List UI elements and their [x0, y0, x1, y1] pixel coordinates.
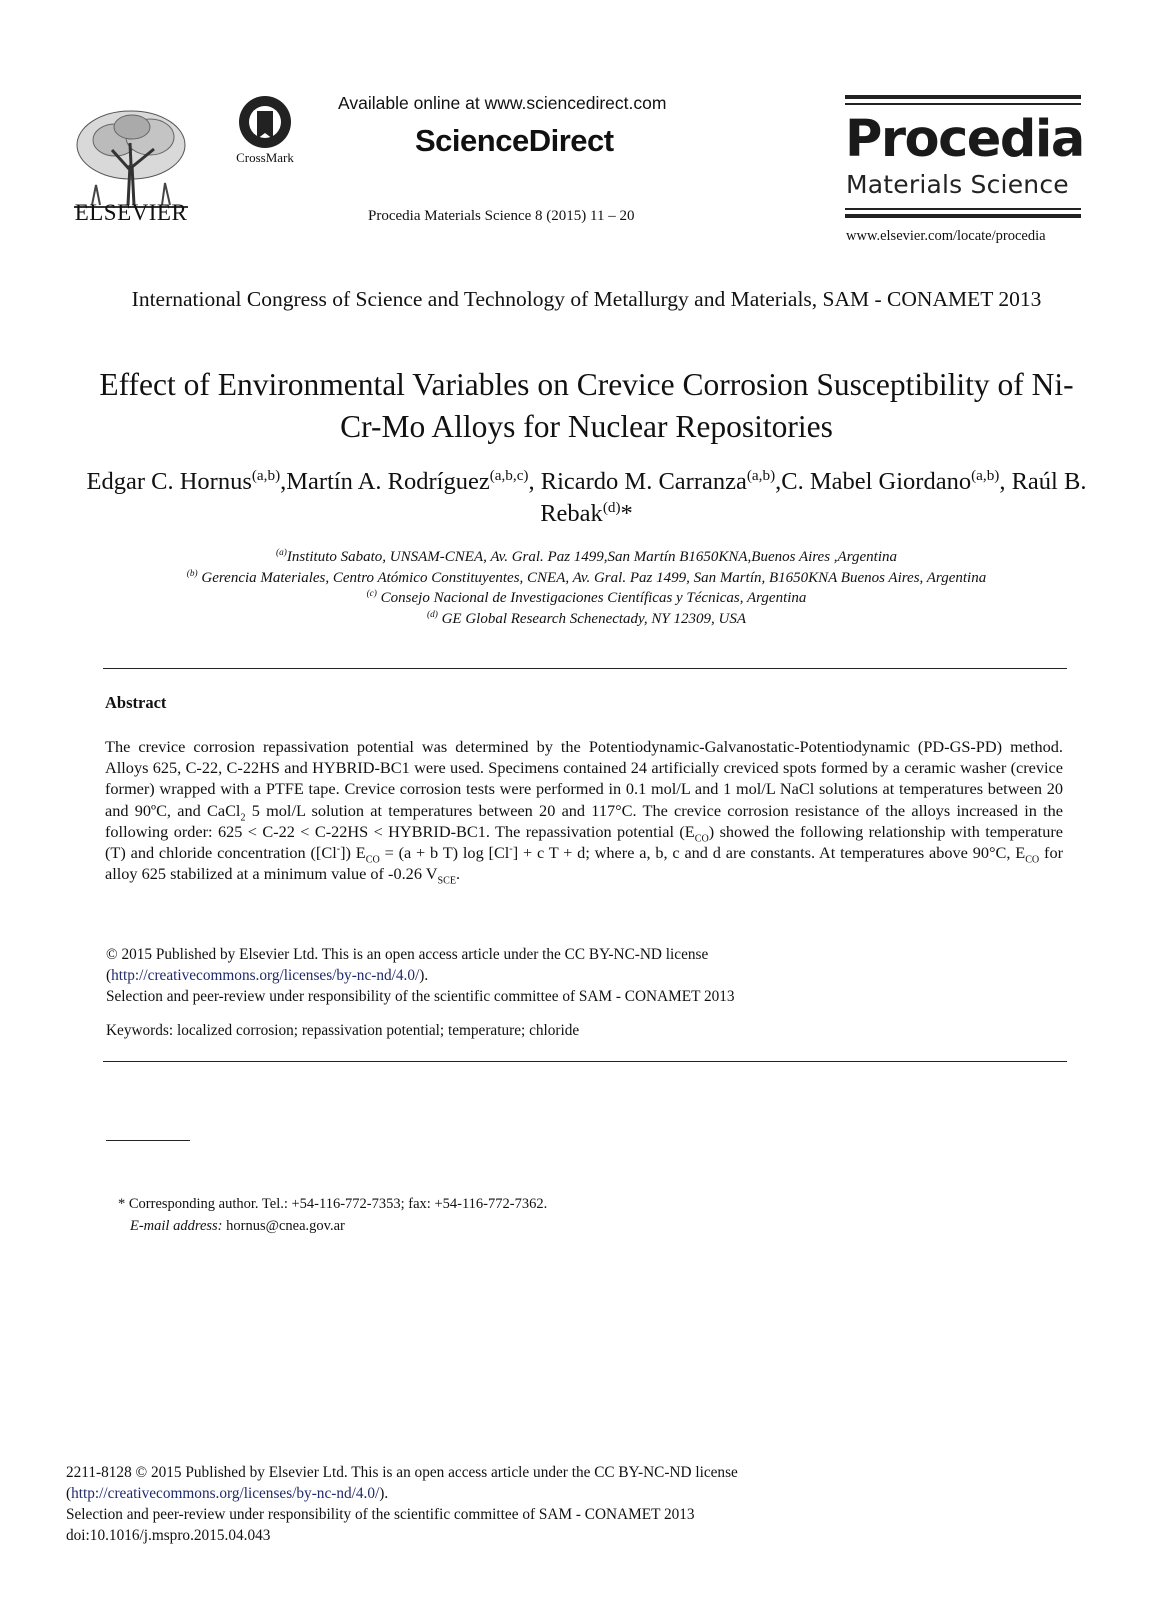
author-list — [80, 466, 1093, 530]
abstract-body — [105, 736, 1064, 887]
email-label: E-mail address: — [130, 1217, 223, 1234]
peer-review-line: Selection and peer-review under responsibility of the scientific committee of SAM - CONAMET 2013 — [66, 1506, 695, 1523]
author-affiliation-mark: (a,b,c) — [489, 466, 529, 484]
affiliation-text: Instituto Sabato, UNSAM-CNEA, Av. Gral. Paz 1499,San Martín B1650KNA,Buenos Aires ,Argentina — [286, 549, 897, 565]
divider-bottom — [103, 1061, 1067, 1062]
procedia-bottom-rule — [845, 214, 1081, 218]
journal-citation: Procedia Materials Science 8 (2015) 11 – 20 — [368, 208, 635, 224]
author-separator: , — [999, 468, 1012, 495]
procedia-top-rule-thin — [845, 103, 1081, 105]
footnote — [118, 1194, 547, 1237]
procedia-top-rule — [845, 95, 1081, 99]
paren: ( — [106, 967, 112, 984]
affiliation-text: Consejo Nacional de Investigaciones Científicas y Técnicas, Argentina — [376, 590, 807, 606]
author-separator: , — [280, 468, 287, 495]
publication-info — [66, 1462, 738, 1546]
license-link[interactable]: http://creativecommons.org/licenses/by-nc-nd/4.0/ — [111, 967, 420, 984]
publisher-name: ELSEVIER — [74, 200, 188, 225]
abstract-text: ) showed the following relationship with temperature (T) and chloride concentration ([Cl — [105, 821, 1063, 863]
author-name: Raúl B. Rebak — [540, 468, 1087, 527]
affiliation-mark: (b) — [186, 568, 198, 579]
abstract-text: The crevice corrosion repassivation potential was determined by the Potentiodynamic-Galvanostatic-Potentiodynamic (PD-GS-PD) method. Alloys 625, C-22, C-22HS and HYBRID-BC1 were used. Specimens contained 24 artificially creviced spots formed by a ceramic washer (crevice former) wrapped with a PTFE tape. Crevice corrosion tests were performed in 0.1 mol/L and 1 mol/L NaCl solutions at temperatures between 20 and 90ºC, and CaCl — [105, 737, 1063, 820]
email-address[interactable]: hornus@cnea.gov.ar — [222, 1217, 345, 1234]
license-url-line — [66, 1483, 738, 1504]
superscript: - — [336, 843, 341, 855]
issn-license-line: 2211-8128 © 2015 Published by Elsevier Ltd. This is an open access article under the CC BY-NC-ND license — [66, 1464, 738, 1481]
paren: ). — [379, 1485, 389, 1502]
license-link[interactable]: http://creativecommons.org/licenses/by-nc-nd/4.0/ — [71, 1485, 380, 1502]
license-line: © 2015 Published by Elsevier Ltd. This is an open access article under the CC BY-NC-ND license — [106, 946, 709, 963]
email-line — [118, 1216, 547, 1238]
subscript: CO — [694, 833, 709, 845]
abstract-heading: Abstract — [105, 693, 167, 712]
corresponding-author-mark: * — [620, 500, 633, 527]
affiliation-item — [80, 547, 1093, 568]
footnote-rule — [106, 1140, 190, 1141]
author-affiliation-mark: (a,b) — [746, 466, 776, 484]
affiliation-text: GE Global Research Schenectady, NY 12309, USA — [437, 610, 746, 627]
corresponding-author-note: * Corresponding author. Tel.: +54-116-772-7353; fax: +54-116-772-7362. — [118, 1196, 548, 1212]
subscript: 2 — [240, 811, 246, 823]
abstract-text: ] + c T + d; where a, b, c and d are constants. At temperatures above 90°C, E — [512, 843, 1026, 863]
abstract-text: . — [456, 864, 461, 884]
affiliation-mark: (a) — [276, 548, 287, 558]
affiliation-text: Gerencia Materiales, Centro Atómico Constituyentes, CNEA, Av. Gral. Paz 1499, San Martín, B1650KNA Buenos Aires, Argentina — [197, 569, 987, 586]
abstract-text: ]) E — [340, 843, 366, 863]
abstract-text: for alloy 625 stabilized at a minimum value of -0.26 V — [105, 843, 1064, 884]
author-affiliation-mark: (d) — [602, 498, 621, 516]
author-affiliation-mark: (a,b) — [251, 466, 281, 484]
author-separator: , — [528, 468, 541, 495]
subscript: CO — [1025, 854, 1040, 866]
journal-url[interactable]: www.elsevier.com/locate/procedia — [846, 228, 1046, 244]
affiliation-mark: (d) — [427, 609, 438, 620]
crossmark-label: CrossMark — [236, 150, 294, 165]
keywords: Keywords: localized corrosion; repassivation potential; temperature; chloride — [106, 1022, 580, 1039]
author-name: Edgar C. Hornus — [86, 468, 252, 495]
paper-title: Effect of Environmental Variables on Crevice Corrosion Susceptibility of Ni-Cr-Mo Alloys for Nuclear Repositories — [99, 367, 1074, 444]
affiliation-list — [80, 547, 1093, 629]
abstract-text: = (a + b T) log [Cl — [379, 843, 510, 863]
subscript: SCE — [437, 875, 457, 887]
superscript: - — [509, 843, 513, 855]
procedia-bottom-rule-thin — [845, 208, 1081, 210]
affiliation-mark: (c) — [366, 589, 377, 599]
sciencedirect-logo[interactable]: ScienceDirect — [415, 123, 614, 158]
subscript: CO — [365, 854, 380, 866]
author-name: C. Mabel Giordano — [781, 468, 972, 495]
doi[interactable]: doi:10.1016/j.mspro.2015.04.043 — [66, 1527, 271, 1544]
author-name: Martín A. Rodríguez — [286, 468, 490, 495]
divider-top — [103, 668, 1067, 669]
paren: ). — [419, 967, 429, 984]
paren: ( — [66, 1485, 72, 1502]
license-statement — [106, 944, 1064, 1007]
author-name: Ricardo M. Carranza — [540, 468, 747, 495]
procedia-subtitle: Materials Science — [846, 170, 1069, 199]
procedia-logo: Procedia — [845, 110, 1084, 169]
affiliation-item — [80, 609, 1093, 630]
author-affiliation-mark: (a,b) — [971, 466, 1000, 484]
abstract-text: 5 mol/L solution at temperatures between 20 and 117°C. The crevice corrosion resistance of the alloys increased in the following order: 625 < C-22 < C-22HS < HYBRID-BC1. The repassivation potential (E — [105, 800, 1063, 841]
peer-review-line: Selection and peer-review under responsibility of the scientific committee of SAM - CONAMET 2013 — [106, 988, 735, 1005]
affiliation-item — [80, 568, 1093, 589]
available-online-text: Available online at www.sciencedirect.com — [338, 93, 667, 113]
author-separator: , — [775, 468, 782, 495]
conference-name: International Congress of Science and Technology of Metallurgy and Materials, SAM - CONAMET 2013 — [131, 287, 1042, 311]
license-url-line — [106, 965, 1064, 986]
affiliation-item — [80, 588, 1093, 609]
